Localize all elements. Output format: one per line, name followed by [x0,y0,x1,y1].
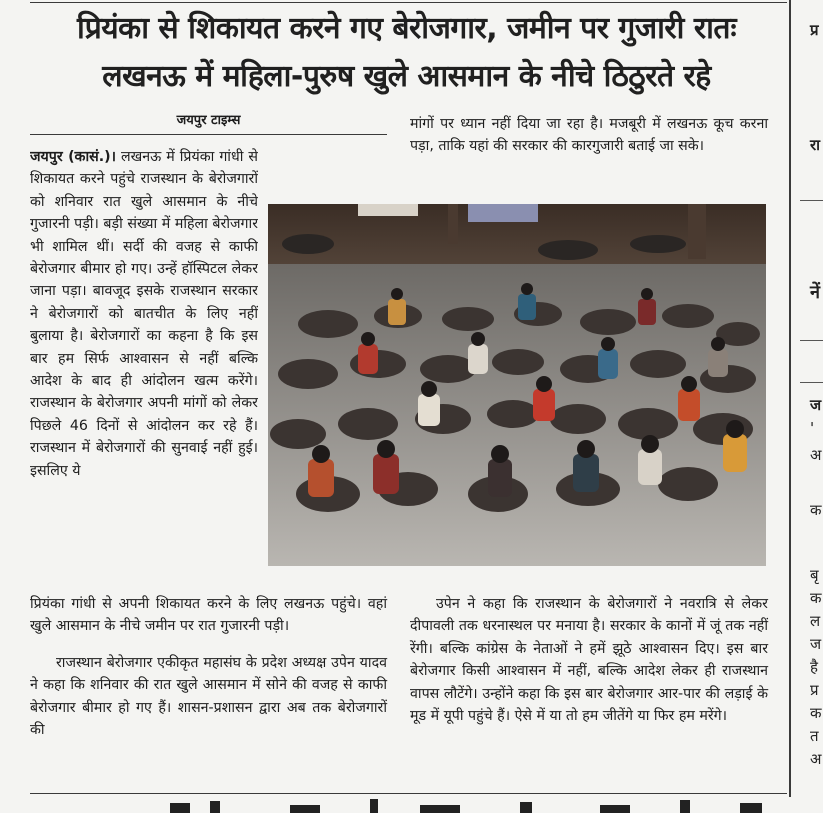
side-rule [800,200,823,201]
top-rule [30,2,787,3]
side-fragment: ' [810,419,815,437]
article-paragraph-3: उपेन ने कहा कि राजस्थान के बेरोजगारों ने नवरात्रि से लेकर दीपावली तक धरनास्थल पर मनाया है। सरकार के कानों में जूं तक नहीं रेंगी। बल्कि कांग्रेस के नेताओं ने हमें झूठे आश्वासन दिए। इस बार बेरोजगार किसी आश्वासन में नहीं, बल्कि आदेश लेकर ही राजस्थान वापस लौटेंगे। उन्होंने कहा कि इस बार बेरोजगार आर-पार की लड़ाई के मूड में यूपी पहुंचे हैं। ऐसे में या तो हम जीतेंगे या फिर हम मरेंगे। [410,596,768,725]
side-fragment: प्र [810,681,819,699]
article-column-left-upper [30,146,258,592]
article-paragraph-1-tail: प्रियंका गांधी से अपनी शिकायत करने के लिए लखनऊ पहुंचे। वहां खुले आसमान के नीचे जमीन पर रात गुजारनी पड़ी। [30,596,387,635]
next-headline-cropped [0,797,823,813]
side-rule [800,382,823,383]
side-fragment: रा [810,136,821,154]
protest-photo [268,204,766,566]
side-fragment: अ [810,750,822,768]
side-fragment: नें [810,282,820,303]
side-fragment: ज [810,396,822,414]
article-paragraph-1: लखनऊ में प्रियंका गांधी से शिकायत करने पहुंचे राजस्थान के बेरोजगारों को शनिवार रात खुले आसमान के नीचे गुजारनी पड़ी। बड़ी संख्या में महिला बेरोजगार भी शामिल थीं। सर्दी की वजह से काफी बेरोजगार बीमार हो गए। उन्हें हॉस्पिटल लेकर जाना पड़ा। बावजूद इसके राजस्थान सरकार ने बेरोजगारों को बातचीत के लिए नहीं बुलाया है। बेरोजगारों का कहना है कि इस बार हम सिर्फ आश्वासन से नहीं बल्कि आदेश के बाद ही आंदोलन खत्म करेंगे। राजस्थान के बेरोजगार अपनी मांगों को लेकर पिछले 46 दिनों से आंदोलन कर रहे हैं। राजस्थान में बेरोजगारों की सुनवाई नहीं हुई। इसलिए ये [30,149,258,479]
side-fragment: बृ [810,566,819,584]
cropped-headline-strokes [0,797,823,813]
column-divider-right [789,0,791,797]
article-column-right-top [410,113,768,158]
side-fragment: अ [810,446,822,464]
bottom-rule [30,793,787,794]
side-fragment: त [810,727,819,745]
protest-photo-illustration [268,204,766,566]
byline: जयपुर टाइम्स [176,113,241,128]
side-fragment: क [810,704,822,722]
side-fragment: है [810,658,818,676]
headline-line-2: लखनऊ में महिला-पुरुष खुले आसमान के नीचे ठिठुरते रहे [102,59,711,94]
side-rule [800,340,823,341]
article-column-right-bottom [410,593,768,727]
dateline: जयपुर (कासं.)। [30,149,116,165]
side-fragment: क [810,589,822,607]
article-paragraph-2: राजस्थान बेरोजगार एकीकृत महासंघ के प्रदेश अध्यक्ष उपेन यादव ने कहा कि शनिवार की रात खुले आसमान में सोने की वजह से काफी बेरोजगार बीमार हो गए हैं। शासन-प्रशासन द्वारा अब तक बेरोजगारों की [30,654,387,739]
headline-line-1: प्रियंका से शिकायत करने गए बेरोजगार, जमीन पर गुजारी रातः [76,11,737,46]
side-fragment: ज [810,635,822,653]
side-fragment: प्र [810,21,819,39]
side-fragment: ल [810,612,821,630]
byline-rule [30,134,387,135]
side-fragment: क [810,501,822,519]
article-continuation: मांगों पर ध्यान नहीं दिया जा रहा है। मजबूरी में लखनऊ कूच करना पड़ा, ताकि यहां की सरकार की कारगुजारी बताई जा सके। [410,116,768,155]
article-column-left-lower [30,593,387,741]
